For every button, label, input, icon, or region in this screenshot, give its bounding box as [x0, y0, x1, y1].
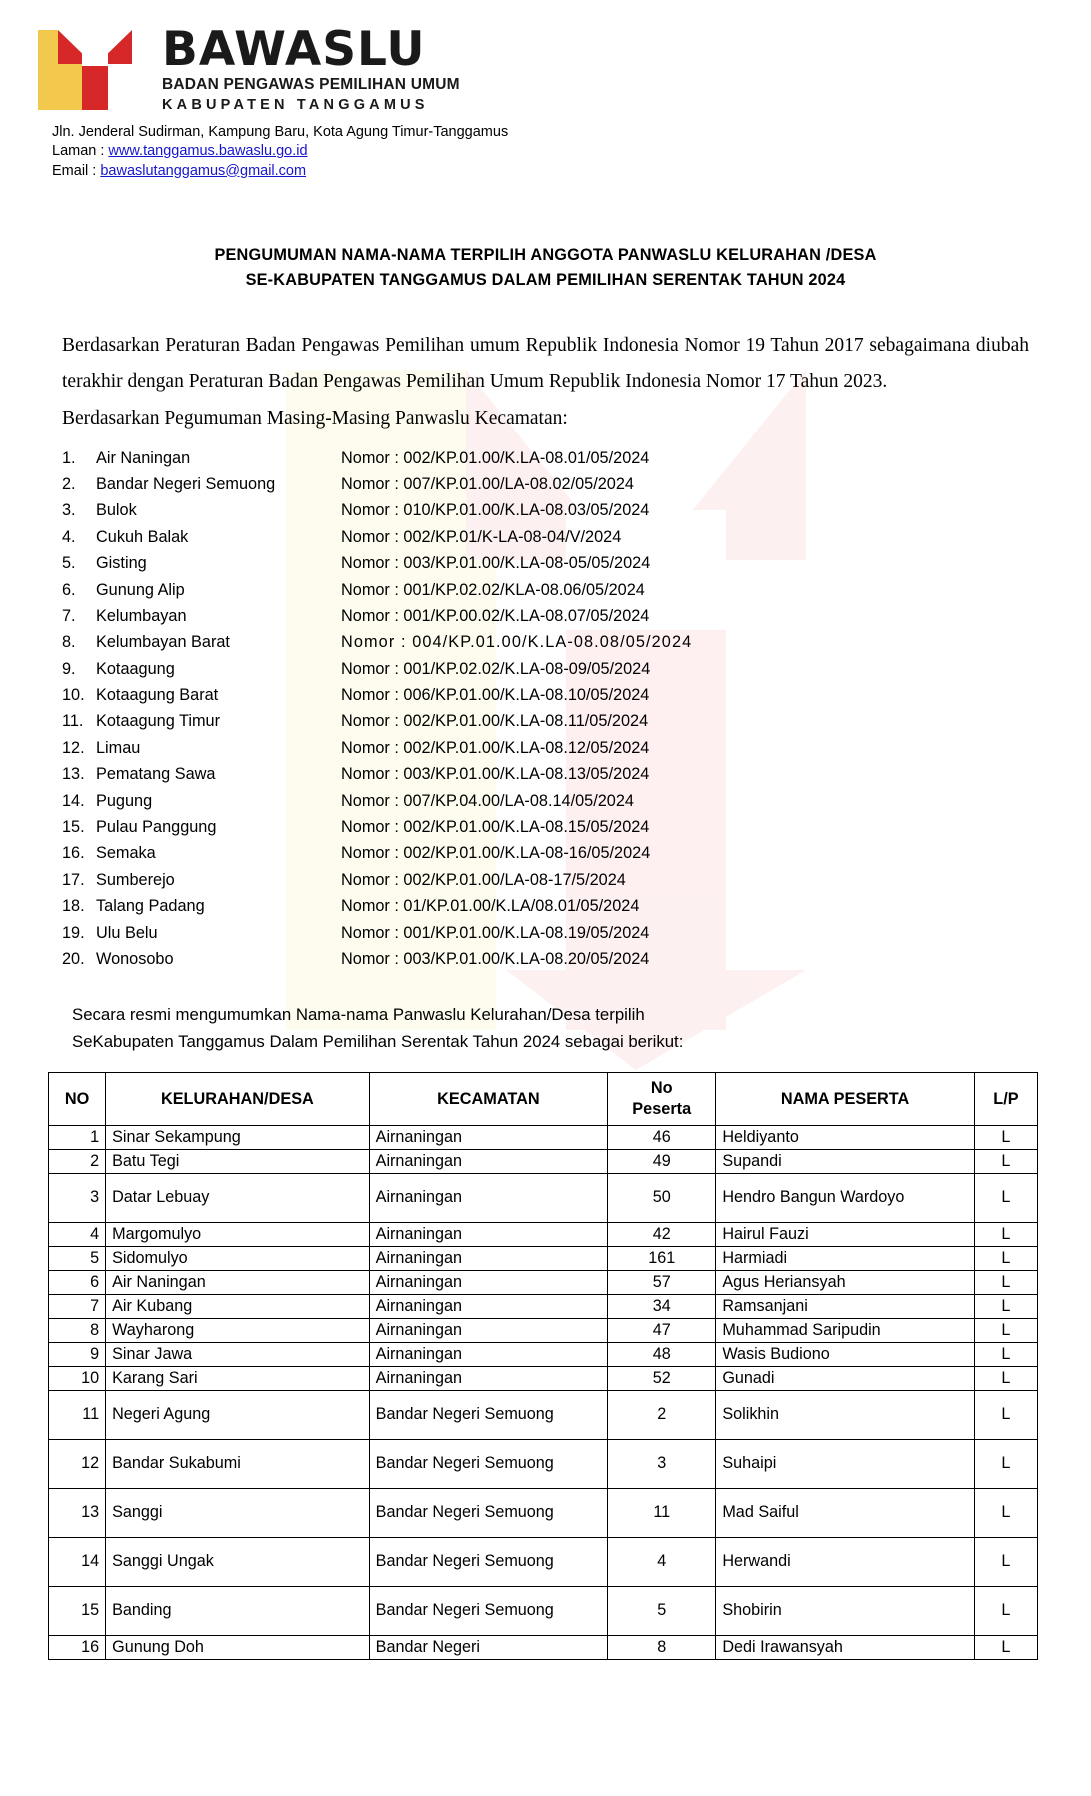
cell-lp: L — [974, 1537, 1037, 1586]
list-item-number: 6. — [62, 580, 76, 599]
list-item — [62, 708, 1091, 734]
brand-subtitle-2: KABUPATEN TANGGAMUS — [162, 97, 429, 113]
cell-desa: Sinar Jawa — [106, 1342, 370, 1366]
cell-desa: Negeri Agung — [106, 1390, 370, 1439]
cell-no: 4 — [49, 1222, 106, 1246]
cell-nama: Gunadi — [716, 1366, 975, 1390]
list-item — [62, 550, 1091, 576]
column-header-nama-peserta: NAMA PESERTA — [716, 1073, 975, 1126]
cell-no: 1 — [49, 1125, 106, 1149]
closing-line-1: Secara resmi mengumumkan Nama-nama Panwaslu Kelurahan/Desa terpilih — [72, 1005, 645, 1025]
list-item-nomor: Nomor : 001/KP.01.00/K.LA-08.19/05/2024 — [341, 923, 650, 942]
list-item — [62, 946, 1091, 972]
cell-no-peserta: 34 — [608, 1294, 716, 1318]
cell-no-peserta: 2 — [608, 1390, 716, 1439]
list-item-nomor: Nomor : 003/KP.01.00/K.LA-08.20/05/2024 — [341, 949, 650, 968]
cell-lp: L — [974, 1294, 1037, 1318]
intro-paragraph: Berdasarkan Peraturan Badan Pengawas Pemilihan umum Republik Indonesia Nomor 19 Tahun 2017 sebagaimana diubah terakhir dengan Peraturan Badan Pengawas Pemilihan Umum Republik Indonesia Nomor 17 Tahun 2023. — [62, 335, 1029, 393]
list-item-nomor: Nomor : 001/KP.00.02/K.LA-08.07/05/2024 — [341, 606, 650, 625]
list-item — [62, 920, 1091, 946]
cell-no-peserta: 46 — [608, 1125, 716, 1149]
list-item-kecamatan: Semaka — [96, 844, 156, 863]
cell-kecamatan: Airnaningan — [369, 1294, 607, 1318]
list-item — [62, 788, 1091, 814]
cell-no: 3 — [49, 1173, 106, 1222]
list-item-number: 10. — [62, 686, 85, 705]
website-link[interactable]: www.tanggamus.bawaslu.go.id — [108, 143, 308, 160]
cell-lp: L — [974, 1390, 1037, 1439]
cell-no: 15 — [49, 1586, 106, 1635]
cell-lp: L — [974, 1439, 1037, 1488]
list-item-kecamatan: Kelumbayan — [96, 606, 187, 625]
list-item-kecamatan: Bandar Negeri Semuong — [96, 474, 276, 493]
table-row — [49, 1222, 1038, 1246]
list-item-number: 3. — [62, 501, 76, 520]
cell-kecamatan: Bandar Negeri Semuong — [369, 1488, 607, 1537]
list-item-number: 20. — [62, 949, 85, 968]
table-header-row — [49, 1073, 1038, 1126]
cell-lp: L — [974, 1270, 1037, 1294]
table-row — [49, 1586, 1038, 1635]
cell-nama: Hairul Fauzi — [716, 1222, 975, 1246]
list-item-kecamatan: Talang Padang — [96, 897, 205, 916]
cell-desa: Sinar Sekampung — [106, 1125, 370, 1149]
list-item-number: 17. — [62, 870, 85, 889]
cell-kecamatan: Airnaningan — [369, 1125, 607, 1149]
cell-no-peserta: 5 — [608, 1586, 716, 1635]
cell-no-peserta: 50 — [608, 1173, 716, 1222]
cell-no-peserta: 42 — [608, 1222, 716, 1246]
cell-nama: Harmiadi — [716, 1246, 975, 1270]
list-item-kecamatan: Gisting — [96, 554, 147, 573]
cell-lp: L — [974, 1222, 1037, 1246]
table-row — [49, 1173, 1038, 1222]
cell-lp: L — [974, 1488, 1037, 1537]
list-item — [62, 867, 1091, 893]
table-row — [49, 1294, 1038, 1318]
cell-kecamatan: Bandar Negeri Semuong — [369, 1390, 607, 1439]
cell-nama: Shobirin — [716, 1586, 975, 1635]
cell-no-peserta: 3 — [608, 1439, 716, 1488]
table-row — [49, 1125, 1038, 1149]
cell-desa: Wayharong — [106, 1318, 370, 1342]
cell-desa: Gunung Doh — [106, 1635, 370, 1659]
email-label: Email : — [52, 162, 101, 179]
list-item-number: 19. — [62, 923, 85, 942]
cell-desa: Sanggi — [106, 1488, 370, 1537]
cell-no: 13 — [49, 1488, 106, 1537]
list-item — [62, 577, 1091, 603]
cell-desa: Datar Lebuay — [106, 1173, 370, 1222]
list-item-kecamatan: Bulok — [96, 501, 137, 520]
list-item-kecamatan: Ulu Belu — [96, 923, 158, 942]
cell-no: 8 — [49, 1318, 106, 1342]
list-item — [62, 893, 1091, 919]
brand-subtitle-1: BADAN PENGAWAS PEMILIHAN UMUM — [162, 76, 460, 93]
cell-no: 16 — [49, 1635, 106, 1659]
list-item-kecamatan: Air Naningan — [96, 448, 191, 467]
cell-desa: Karang Sari — [106, 1366, 370, 1390]
cell-kecamatan: Bandar Negeri Semuong — [369, 1439, 607, 1488]
list-item-kecamatan: Wonosobo — [96, 949, 174, 968]
cell-kecamatan: Airnaningan — [369, 1342, 607, 1366]
cell-desa: Bandar Sukabumi — [106, 1439, 370, 1488]
list-item-kecamatan: Kotaagung Barat — [96, 686, 219, 705]
intro-paragraph-2: Berdasarkan Pegumuman Masing-Masing Panwaslu Kecamatan: — [62, 407, 568, 429]
cell-desa: Air Naningan — [106, 1270, 370, 1294]
list-item-nomor: Nomor : 002/KP.01.00/K.LA-08-16/05/2024 — [341, 844, 651, 863]
table-row — [49, 1149, 1038, 1173]
list-item-nomor: Nomor : 002/KP.01.00/K.LA-08.01/05/2024 — [341, 448, 650, 467]
cell-no: 2 — [49, 1149, 106, 1173]
website-label: Laman : — [52, 143, 109, 160]
list-item-nomor: Nomor : 002/KP.01.00/K.LA-08.12/05/2024 — [341, 738, 650, 757]
list-item — [62, 497, 1091, 523]
list-item-kecamatan: Kotaagung Timur — [96, 712, 220, 731]
list-item — [62, 603, 1091, 629]
list-item — [62, 524, 1091, 550]
list-item-number: 11. — [62, 712, 84, 731]
table-row — [49, 1318, 1038, 1342]
list-item — [62, 682, 1091, 708]
office-website-line — [52, 142, 1091, 161]
cell-kecamatan: Airnaningan — [369, 1318, 607, 1342]
letterhead — [0, 0, 1091, 181]
cell-desa: Batu Tegi — [106, 1149, 370, 1173]
cell-nama: Herwandi — [716, 1537, 975, 1586]
cell-no-peserta: 8 — [608, 1635, 716, 1659]
cell-lp: L — [974, 1342, 1037, 1366]
cell-nama: Suhaipi — [716, 1439, 975, 1488]
cell-kecamatan: Bandar Negeri Semuong — [369, 1586, 607, 1635]
list-item-kecamatan: Pulau Panggung — [96, 818, 217, 837]
cell-no: 10 — [49, 1366, 106, 1390]
list-item-number: 7. — [62, 606, 76, 625]
list-item — [62, 761, 1091, 787]
list-item-kecamatan: Sumberejo — [96, 870, 175, 889]
table-row — [49, 1246, 1038, 1270]
cell-no-peserta: 52 — [608, 1366, 716, 1390]
cell-nama: Ramsanjani — [716, 1294, 975, 1318]
cell-no: 11 — [49, 1390, 106, 1439]
cell-no-peserta: 47 — [608, 1318, 716, 1342]
list-item-kecamatan: Kelumbayan Barat — [96, 633, 230, 652]
list-item-nomor: Nomor : 002/KP.01.00/LA-08-17/5/2024 — [341, 870, 626, 889]
table-row — [49, 1366, 1038, 1390]
cell-kecamatan: Airnaningan — [369, 1270, 607, 1294]
cell-nama: Solikhin — [716, 1390, 975, 1439]
list-item-nomor: Nomor : 001/KP.02.02/KLA-08.06/05/2024 — [341, 580, 645, 599]
list-item-nomor: Nomor : 002/KP.01.00/K.LA-08.15/05/2024 — [341, 818, 650, 837]
cell-lp: L — [974, 1586, 1037, 1635]
cell-lp: L — [974, 1246, 1037, 1270]
cell-desa: Sanggi Ungak — [106, 1537, 370, 1586]
list-item-number: 13. — [62, 765, 85, 784]
list-item-nomor: Nomor : 002/KP.01/K-LA-08-04/V/2024 — [341, 527, 622, 546]
list-item-kecamatan: Pematang Sawa — [96, 765, 216, 784]
cell-desa: Air Kubang — [106, 1294, 370, 1318]
list-item — [62, 629, 1091, 655]
cell-lp: L — [974, 1173, 1037, 1222]
cell-no: 6 — [49, 1270, 106, 1294]
table-body — [49, 1125, 1038, 1659]
list-item-kecamatan: Limau — [96, 738, 141, 757]
office-email-line — [52, 162, 1091, 181]
cell-nama: Hendro Bangun Wardoyo — [716, 1173, 975, 1222]
table-row — [49, 1635, 1038, 1659]
cell-nama: Agus Heriansyah — [716, 1270, 975, 1294]
table-row — [49, 1537, 1038, 1586]
list-item-nomor: Nomor : 010/KP.01.00/K.LA-08.03/05/2024 — [341, 501, 650, 520]
table-row — [49, 1270, 1038, 1294]
cell-no: 5 — [49, 1246, 106, 1270]
cell-kecamatan: Airnaningan — [369, 1246, 607, 1270]
list-item-number: 18. — [62, 897, 85, 916]
column-header-no: NO — [49, 1073, 106, 1126]
column-header-kelurahan-desa: KELURAHAN/DESA — [106, 1073, 370, 1126]
list-item-kecamatan: Kotaagung — [96, 659, 175, 678]
list-item-number: 14. — [62, 791, 85, 810]
cell-no-peserta: 11 — [608, 1488, 716, 1537]
cell-no-peserta: 57 — [608, 1270, 716, 1294]
cell-lp: L — [974, 1125, 1037, 1149]
list-item-nomor: Nomor : 007/KP.04.00/LA-08.14/05/2024 — [341, 791, 634, 810]
closing-text — [72, 1002, 1029, 1056]
list-item — [62, 814, 1091, 840]
list-item-nomor: Nomor : 007/KP.01.00/LA-08.02/05/2024 — [341, 474, 634, 493]
cell-kecamatan: Airnaningan — [369, 1222, 607, 1246]
page-title — [101, 243, 991, 293]
list-item-nomor: Nomor : 004/KP.01.00/K.LA-08.08/05/2024 — [341, 633, 693, 652]
table-row — [49, 1488, 1038, 1537]
list-item — [62, 735, 1091, 761]
cell-no: 14 — [49, 1537, 106, 1586]
list-item — [62, 445, 1091, 471]
list-item-number: 12. — [62, 738, 85, 757]
cell-desa: Margomulyo — [106, 1222, 370, 1246]
office-address: Jln. Jenderal Sudirman, Kampung Baru, Kota Agung Timur-Tanggamus — [52, 124, 509, 140]
cell-kecamatan: Airnaningan — [369, 1366, 607, 1390]
list-item-kecamatan: Cukuh Balak — [96, 527, 189, 546]
list-item-nomor: Nomor : 01/KP.01.00/K.LA/08.01/05/2024 — [341, 897, 640, 916]
cell-lp: L — [974, 1635, 1037, 1659]
list-item-nomor: Nomor : 003/KP.01.00/K.LA-08.13/05/2024 — [341, 765, 650, 784]
cell-nama: Supandi — [716, 1149, 975, 1173]
page-title-line-2: SE-KABUPATEN TANGGAMUS DALAM PEMILIHAN SERENTAK TAHUN 2024 — [245, 270, 846, 289]
list-item-number: 15. — [62, 818, 85, 837]
cell-no-peserta: 161 — [608, 1246, 716, 1270]
list-item-number: 9. — [62, 659, 76, 678]
brand-name: BAWASLU — [162, 22, 426, 77]
list-item-kecamatan: Gunung Alip — [96, 580, 185, 599]
list-item-nomor: Nomor : 006/KP.01.00/K.LA-08.10/05/2024 — [341, 686, 650, 705]
list-item-number: 2. — [62, 474, 76, 493]
closing-line-2: SeKabupaten Tanggamus Dalam Pemilihan Serentak Tahun 2024 sebagai berikut: — [72, 1032, 684, 1052]
cell-nama: Wasis Budiono — [716, 1342, 975, 1366]
cell-kecamatan: Bandar Negeri Semuong — [369, 1537, 607, 1586]
list-item-kecamatan: Pugung — [96, 791, 153, 810]
cell-lp: L — [974, 1318, 1037, 1342]
cell-nama: Dedi Irawansyah — [716, 1635, 975, 1659]
list-item — [62, 656, 1091, 682]
cell-no-peserta: 48 — [608, 1342, 716, 1366]
cell-desa: Sidomulyo — [106, 1246, 370, 1270]
list-item-nomor: Nomor : 003/KP.01.00/K.LA-08-05/05/2024 — [341, 554, 651, 573]
bawaslu-logo-icon — [38, 24, 148, 116]
email-link[interactable]: bawaslutanggamus@gmail.com — [100, 162, 307, 179]
cell-no: 7 — [49, 1294, 106, 1318]
list-item-nomor: Nomor : 001/KP.02.02/K.LA-08-09/05/2024 — [341, 659, 651, 678]
list-item-number: 8. — [62, 633, 76, 652]
participants-table — [48, 1072, 1038, 1660]
letterhead-contact — [52, 123, 1091, 181]
column-header-kecamatan: KECAMATAN — [369, 1073, 607, 1126]
cell-kecamatan: Airnaningan — [369, 1173, 607, 1222]
cell-no: 9 — [49, 1342, 106, 1366]
cell-no-peserta: 49 — [608, 1149, 716, 1173]
cell-lp: L — [974, 1366, 1037, 1390]
cell-nama: Heldiyanto — [716, 1125, 975, 1149]
list-item-number: 5. — [62, 554, 76, 573]
cell-lp: L — [974, 1149, 1037, 1173]
table-row — [49, 1342, 1038, 1366]
cell-no: 12 — [49, 1439, 106, 1488]
kecamatan-announcement-list — [0, 445, 1091, 973]
table-row — [49, 1439, 1038, 1488]
list-item — [62, 840, 1091, 866]
column-header-no-peserta: No Peserta — [608, 1073, 716, 1126]
list-item — [62, 471, 1091, 497]
list-item-number: 4. — [62, 527, 76, 546]
page-title-line-1: PENGUMUMAN NAMA-NAMA TERPILIH ANGGOTA PANWASLU KELURAHAN /DESA — [214, 245, 877, 264]
list-item-nomor: Nomor : 002/KP.01.00/K.LA-08.11/05/2024 — [341, 712, 649, 731]
table-row — [49, 1390, 1038, 1439]
cell-kecamatan: Airnaningan — [369, 1149, 607, 1173]
cell-nama: Muhammad Saripudin — [716, 1318, 975, 1342]
cell-nama: Mad Saiful — [716, 1488, 975, 1537]
cell-kecamatan: Bandar Negeri — [369, 1635, 607, 1659]
list-item-number: 16. — [62, 844, 85, 863]
list-item-number: 1. — [62, 448, 76, 467]
column-header-lp: L/P — [974, 1073, 1037, 1126]
cell-no-peserta: 4 — [608, 1537, 716, 1586]
cell-desa: Banding — [106, 1586, 370, 1635]
